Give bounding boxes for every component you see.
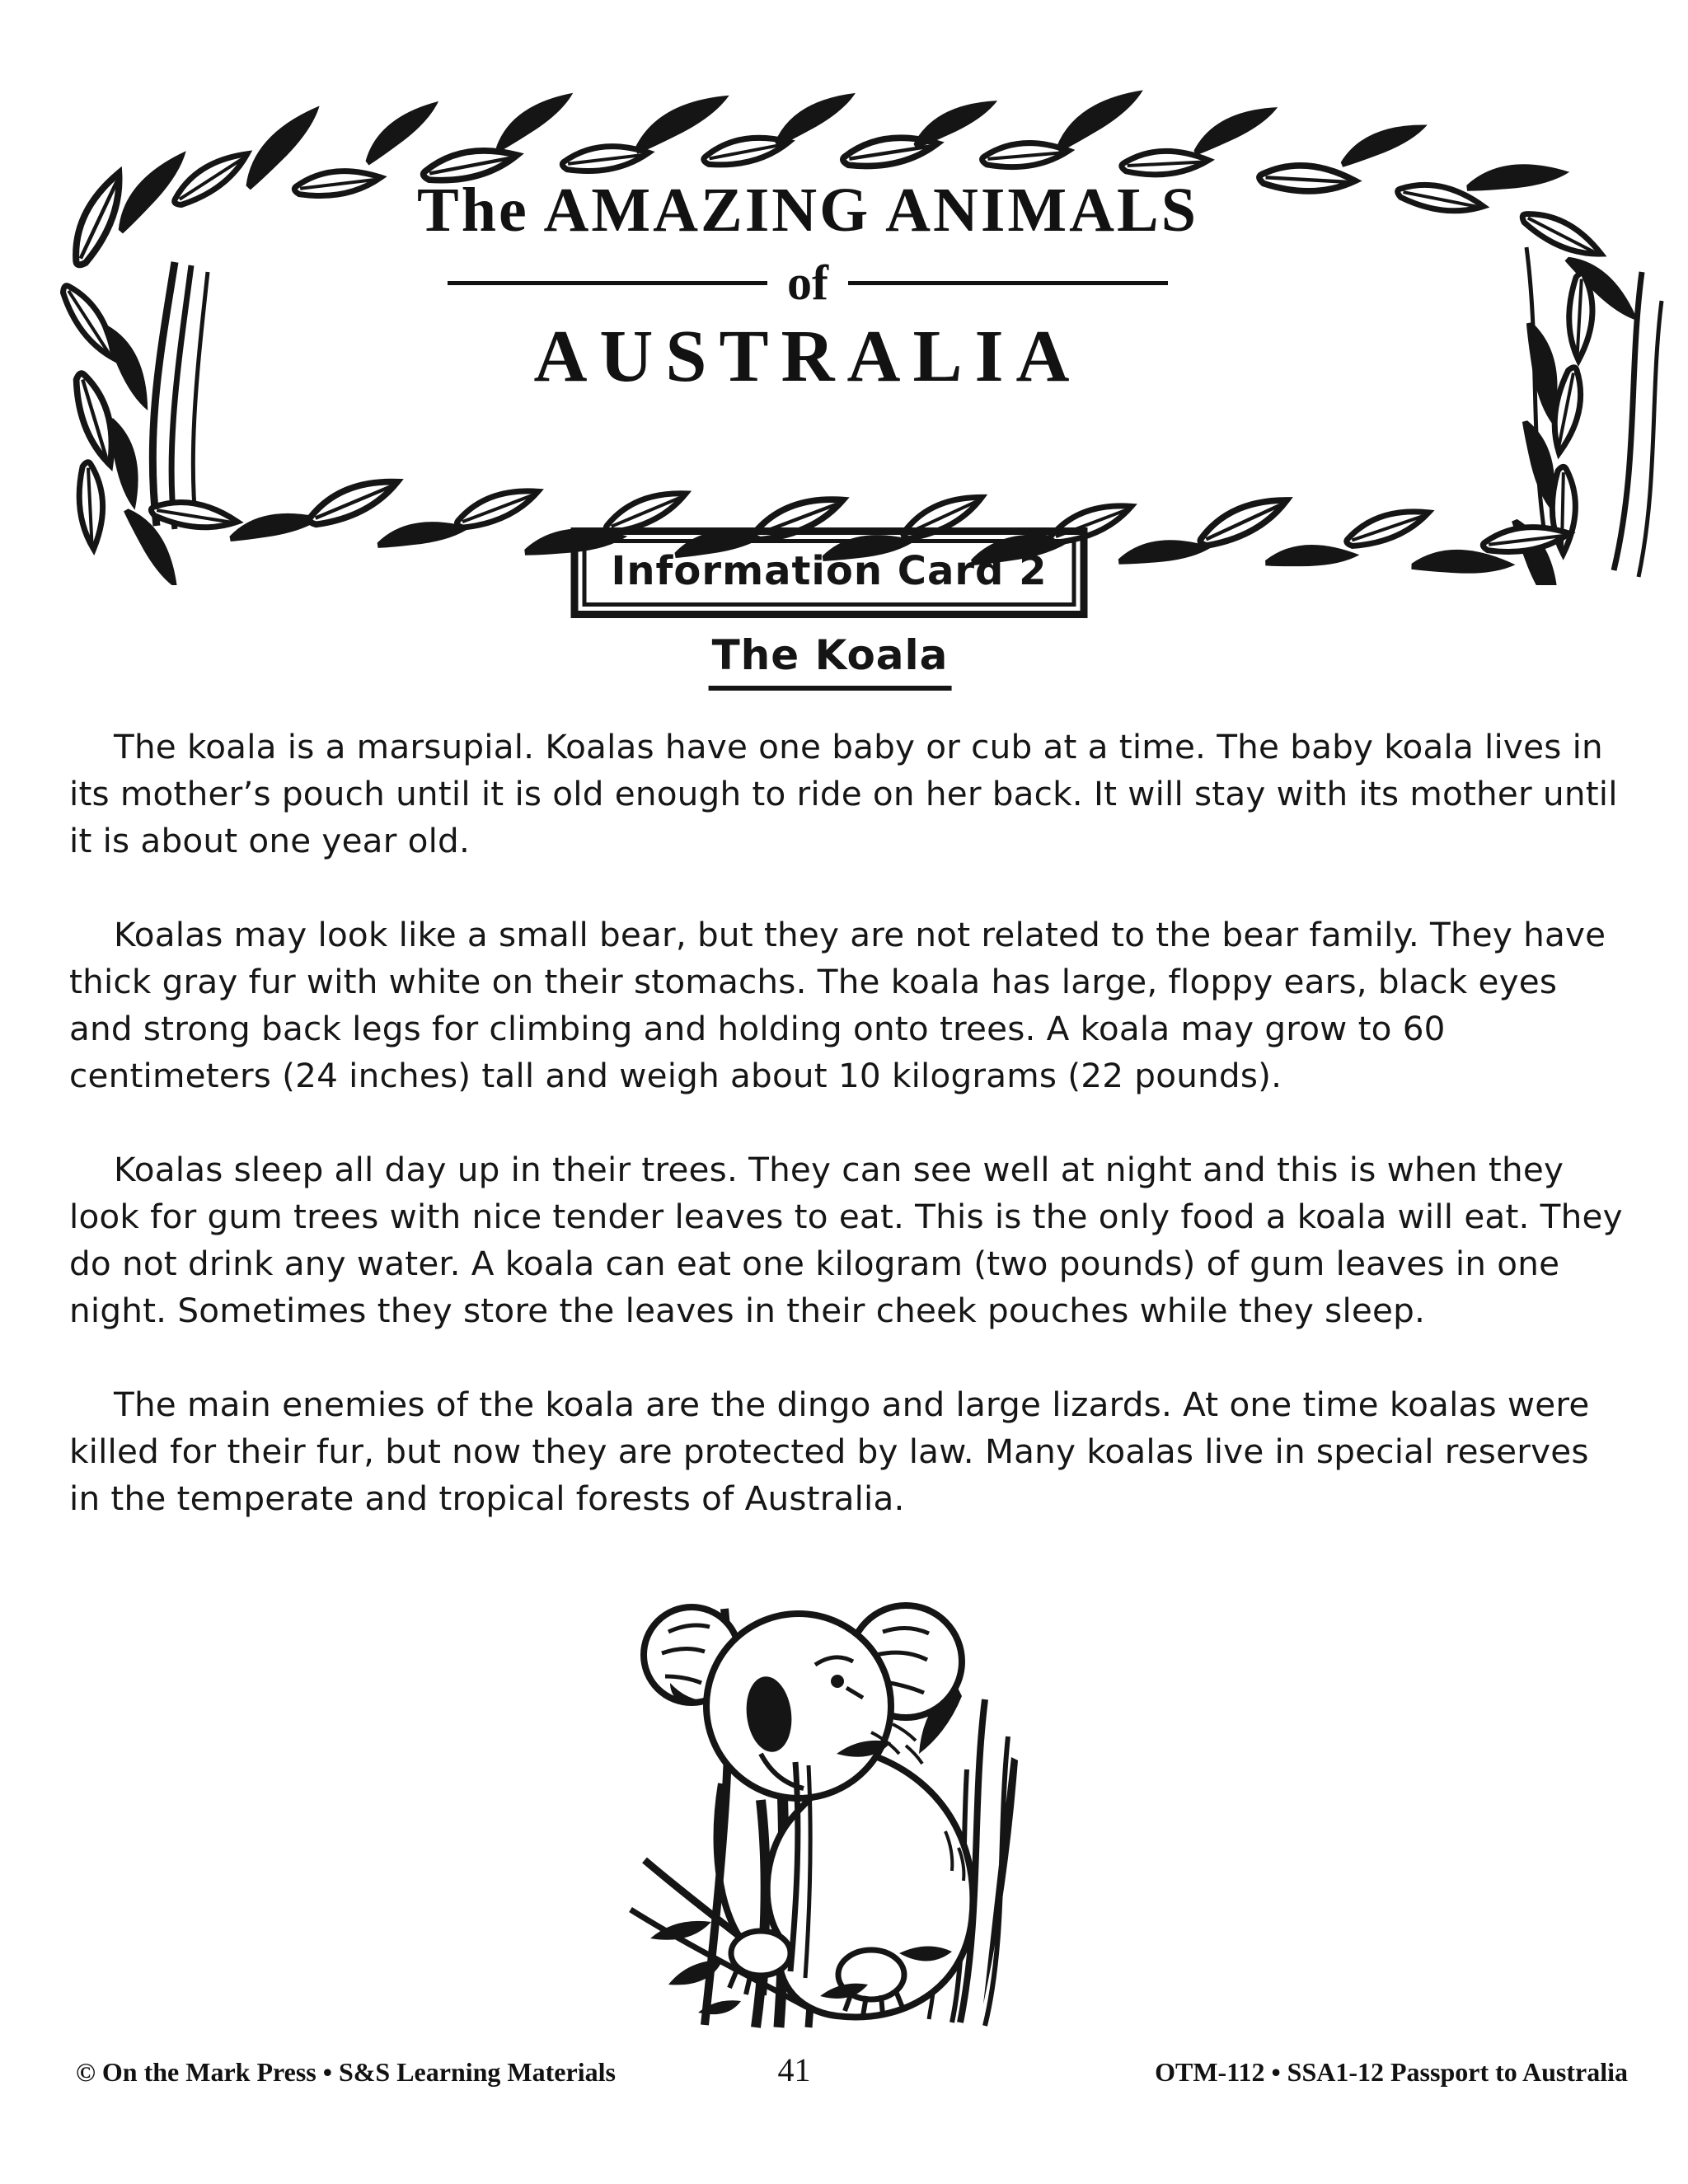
title-rule-right: [848, 281, 1168, 285]
page-footer: [76, 2050, 1628, 2097]
body-copy: [69, 724, 1629, 1569]
banner-title-line3: AUSTRALIA: [533, 316, 1082, 397]
paragraph-4: The main enemies of the koala are the dingo and large lizards. At one time koalas were killed for their fur, but now they are protected by law. Many koalas live in special reserves in the temperate and tropical forests of Australia.: [69, 1385, 1590, 1518]
info-card-label: Information Card 2: [583, 539, 1076, 607]
banner-title-of: of: [787, 255, 828, 310]
koala-illustration: [599, 1584, 1034, 2033]
title-rule-left: [448, 281, 767, 285]
footer-page-number: 41: [777, 2051, 811, 2088]
koala-eating-gum-leaves-icon: [599, 1584, 1034, 2033]
paragraph-2: Koalas may look like a small bear, but they are not related to the bear family. They have thick gray fur with white on their stomachs. The koala has large, floppy ears, black eyes and strong back legs for climbing and holding onto trees. A koala may grow to 60 centimeters (24 inches) tall and weigh about 10 kilograms (22 pounds).: [69, 915, 1606, 1095]
paragraph-1: The koala is a marsupial. Koalas have one baby or cub at a time. The baby koala lives in its mother’s pouch until it is old enough to ride on her back. It will stay with its mother until it is about one year old.: [69, 727, 1618, 860]
footer-product-code: OTM-112 • SSA1-12 Passport to Australia: [1155, 2057, 1628, 2087]
banner-title-line1: The AMAZING ANIMALS: [417, 176, 1198, 245]
banner-title-line2: [0, 255, 1652, 310]
section-heading: The Koala: [709, 631, 952, 691]
paragraph-3: Koalas sleep all day up in their trees. They can see well at night and this is when they look for gum trees with nice tender leaves to eat. This is the only food a koala will eat. They do not drink any water. A koala can eat one kilogram (two pounds) of gum leaves in one night. Sometimes they store the leaves in their cheek pouches while they sleep.: [69, 1150, 1623, 1330]
banner-title: [0, 175, 1652, 399]
title-banner: [0, 0, 1688, 585]
footer-publisher: © On the Mark Press • S&S Learning Materials: [76, 2057, 616, 2087]
